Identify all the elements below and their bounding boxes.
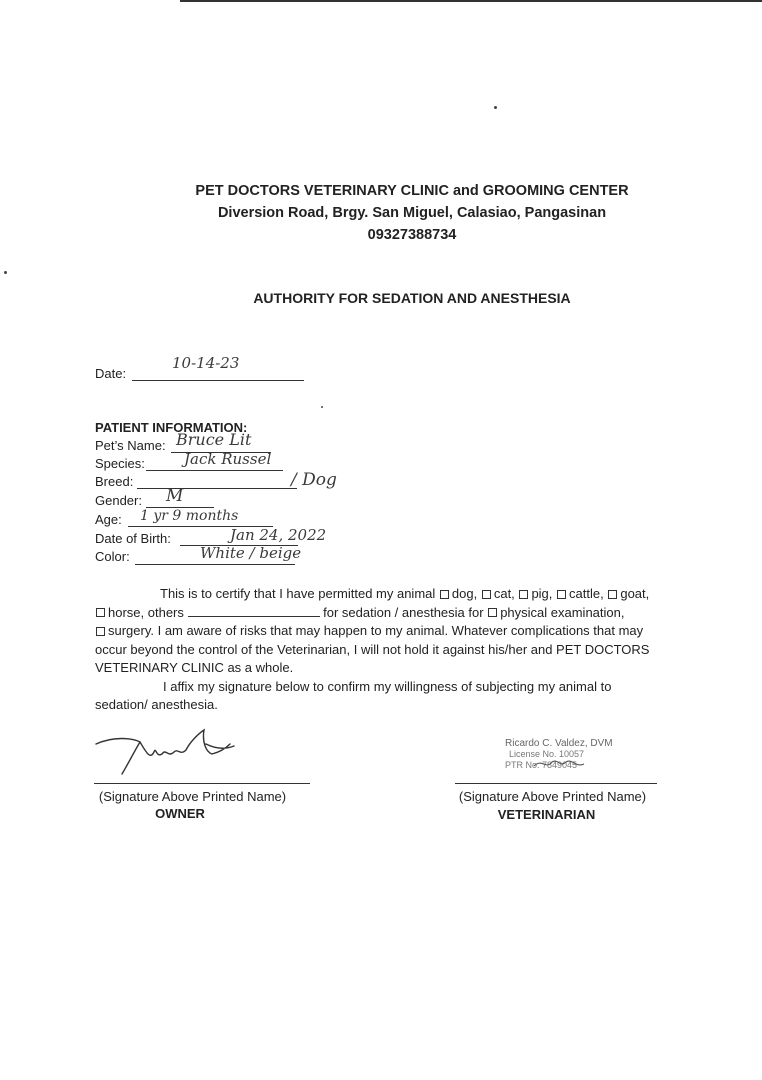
scan-speck — [494, 106, 497, 109]
checkbox-goat[interactable] — [608, 590, 617, 599]
breed-label: Breed: — [95, 474, 134, 489]
pet-name-value: Bruce Lit — [176, 430, 252, 449]
option-cattle: cattle, — [569, 586, 604, 601]
option-cat: cat, — [493, 586, 515, 601]
option-pig: pig, — [531, 586, 553, 601]
pet-name-label: Pet’s Name: — [95, 438, 166, 453]
others-blank-line[interactable] — [188, 606, 320, 617]
date-line — [132, 380, 304, 381]
affirm-line-2: sedation/ anesthesia. — [95, 697, 218, 712]
vet-signature-line — [455, 783, 657, 784]
color-line — [135, 564, 295, 565]
checkbox-pig[interactable] — [519, 590, 528, 599]
scan-edge-line — [180, 0, 762, 2]
checkbox-cattle[interactable] — [557, 590, 566, 599]
vet-signature-scribble — [532, 756, 588, 772]
age-value: 1 yr 9 months — [140, 508, 239, 524]
consent-line-5: VETERINARY CLINIC as a whole. — [95, 660, 294, 675]
consent-line-4: occur beyond the control of the Veterinarian, I will not hold it against his/her and PET DOCTORS — [95, 641, 650, 657]
consent-intro: This is to certify that I have permitted my animal — [160, 586, 436, 601]
dob-label: Date of Birth: — [95, 531, 171, 546]
species-line — [146, 470, 283, 471]
age-label: Age: — [95, 512, 122, 527]
color-label: Color: — [95, 549, 130, 564]
scan-speck — [321, 406, 323, 408]
document-title: AUTHORITY FOR SEDATION AND ANESTHESIA — [253, 290, 571, 306]
species-value: Jack Russel — [184, 450, 272, 468]
checkbox-cat[interactable] — [482, 590, 491, 599]
scan-speck — [4, 271, 7, 274]
option-physical-exam: physical examination, — [500, 604, 625, 620]
breed-line — [137, 488, 297, 489]
vet-signature-caption: (Signature Above Printed Name) — [458, 789, 647, 804]
species-label: Species: — [95, 456, 145, 471]
option-goat: goat, — [620, 586, 650, 601]
checkbox-physical-exam[interactable] — [488, 608, 497, 617]
checkbox-surgery[interactable] — [96, 627, 105, 636]
gender-label: Gender: — [95, 493, 142, 508]
date-value: 10-14-23 — [172, 354, 240, 372]
clinic-name: PET DOCTORS VETERINARY CLINIC and GROOMING CENTER — [195, 183, 629, 199]
clinic-phone: 09327388734 — [367, 227, 457, 243]
date-label: Date: — [95, 366, 127, 381]
consent-for-text: for sedation / anesthesia for — [323, 604, 484, 620]
option-horse-others: horse, others — [108, 604, 184, 620]
gender-value: M — [166, 486, 184, 506]
checkbox-dog[interactable] — [440, 590, 449, 599]
option-dog: dog, — [451, 586, 478, 601]
patient-info-heading: PATIENT INFORMATION: — [95, 420, 248, 435]
vet-stamp-ptr: PTR No. 7849045 — [505, 760, 578, 770]
breed-side-note: / Dog — [291, 470, 337, 490]
checkbox-horse[interactable] — [96, 608, 105, 617]
affirm-line-1: I affix my signature below to confirm my willingness of subjecting my animal to — [163, 678, 612, 694]
owner-signature-caption: (Signature Above Printed Name) — [98, 789, 287, 804]
clinic-address: Diversion Road, Brgy. San Miguel, Calasiao, Pangasinan — [217, 205, 607, 221]
owner-signature-scribble — [94, 722, 244, 782]
color-value: White / beige — [200, 544, 302, 562]
option-surgery: surgery. I am aware of risks that may happen to my animal. Whatever complications that may — [108, 623, 644, 638]
dob-value: Jan 24, 2022 — [230, 526, 327, 544]
vet-stamp-name: Ricardo C. Valdez, DVM — [505, 738, 613, 749]
vet-role: VETERINARIAN — [497, 807, 596, 822]
owner-role: OWNER — [155, 806, 205, 821]
consent-paragraph — [95, 585, 695, 715]
owner-signature-line — [94, 783, 310, 784]
vet-stamp-license: License No. 10057 — [509, 749, 585, 759]
